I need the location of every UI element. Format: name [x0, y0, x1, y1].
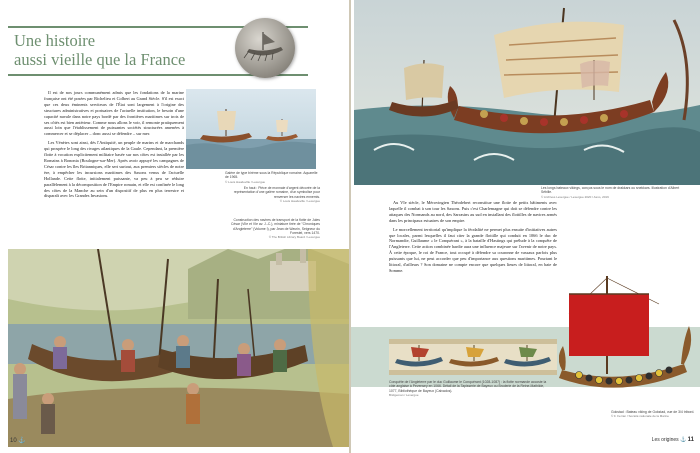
chapter-title-line-2: aussi vieille que la France [14, 50, 186, 69]
left-body-text [44, 90, 184, 202]
roman-coin-image [235, 18, 295, 78]
caption-drakkar-text: Gokstad : Bateau viking de Gokstad, vue de 3/4 tribord. [611, 410, 695, 414]
folio-section-title: Les origines [651, 437, 679, 443]
caption-drakkar [611, 410, 696, 419]
caption-port-text: Construction des navires de transport de la flotte de Jules César (VIIe et VIe av. J.-C.), miniature tirée de "Chroniques d'Angleterre" (Volume I), par Jean de Wavrin, Seigneur du Forestel, vers 1470. [231, 218, 320, 235]
caption-tapestry-text: Conquête de l'Angleterre par le duc Guillaume le Conquérant (1028-1087) : la flotte normande accoste la côte anglaise à Pevensey en 1066. Détail de la Tapisserie de Bayeux ou Broderie de la Reine-Mathilde, 1077, Bibliothèque de Bayeux (Calvados). [389, 380, 547, 393]
credit-coin: © Louis Haudeville / Lexergue [279, 198, 320, 203]
left-page-number-value: 10 [10, 438, 17, 444]
caption-longship [541, 186, 691, 199]
caption-galleys-text: Galère de type birème sous la République romaine. Aquarelle de 1965. [225, 171, 318, 180]
right-page-number: 11 [687, 437, 694, 443]
left-paragraph-2: Les Vénètes sont ainsi, dès l'Antiquité, un peuple de marins et de marchands qui prospère le long des rivages atlantiques de la Gaule. Cependant, la première flotte à vocation explicitement militaire basée sur nos côtes est installée par les Romains à Bononia (Boulogne-sur-Mer). Après avoir appuyé les campagnes de César contre les îles Britanniques, elle sert surtout, aux premiers siècles de notre ère, à empêcher les incursions maritimes des Saxons venus de l'actuelle Hollande. Cette flotte, initialement puissante, va peu à peu se réduire parallèlement à la décomposition de l'Empire romain, et elle est confinée le long des côtes de la Manche au sein d'un dispositif de plus en plus terrestre et disparaît avec les Grandes Invasions. [44, 140, 184, 199]
caption-longship-text: Les longs bateaux vikings, conçus sous le nom de drakkars ou snekkars. Illustration d'Albert Sébille. [541, 186, 680, 195]
left-paragraph-1: Il est de nos jours communément admis que les fondations de la marine française ont été posées par Richelieu et Colbert au Grand Siècle. S'il est exact que ces deux éminents serviteurs de l'État sont largement à l'origine des structures administratives et portuaires de l'actuelle institution, le besoin d'une capacité navale dans notre pays bordé par des frontières maritimes sur trois de ses côtés est bien antérieur. Comme nous allons le voir, il remonte pratiquement aussi loin que l'établissement de puissantes sociétés structurées amenées à commercer et se déplacer – donc aussi se défendre – sur mer. [44, 90, 184, 137]
credit-longship: © Archives Lexergue / Lexergue 2020 / Asno, 2019 [541, 194, 609, 199]
right-body-text [389, 200, 557, 277]
credit-tapestry: Bridgeman / Lexergue [389, 392, 419, 397]
shipbuilding-miniature-image [8, 249, 349, 447]
right-paragraph-2: Le morcellement territorial qu'implique la féodalité ne permet plus ensuite d'initiatives autres que locales, parmi lesquelles il faut citer la grande flottille qui conduit en 1066 le duc de Normandie, Guillaume « le Conquérant », à la bataille d'Hastings qui prélude à la conquête de l'Angleterre. Cette action combinée hardie aura une influence majeure sur l'avenir de notre pays. À cette époque, le roi de France, tout occupé à défendre sa couronne de vassaux parfois plus puissants que lui, ne peut accorder que peu d'importance aux questions maritimes. Pourtant le littoral, d'ailleurs ? Son domaine ne compte encore que quelques lieues de littoral, en baie de Somme. [389, 226, 557, 273]
roman-galleys-image [186, 89, 316, 169]
right-paragraph-1: Au VIe siècle, le Mérovingien Théodebert reconstitue une flotte de petits bâtiments avec laquelle il combat à son tour les Saxons. Puis c'est Charlemagne qui doit se défendre contre les attaques des Normands au nord, des Sarrasins au sud en installant des flottilles de navires armés dans les principaux estuaires de son empire. [389, 200, 557, 223]
chapter-title [14, 31, 234, 69]
caption-tapestry [389, 380, 549, 397]
caption-coin [225, 186, 320, 203]
left-page-number: 10 ⚓ [10, 438, 26, 444]
credit-galleys: © Louis Haudeville / Lexergue [225, 179, 266, 184]
credit-drakkar: © F. Ferran / Société nationale de la Marine [611, 414, 669, 419]
right-folio: Les origines ⚓ 11 [651, 437, 694, 443]
left-page [0, 0, 349, 453]
credit-port: © The British Library Board / Lexergue [268, 235, 320, 240]
caption-coin-text: En haut : Pièce de monnaie d'argent décorée de la représentation d'une galère romaine, d'un symbolise pour renverser les navires ennemis. [233, 186, 320, 199]
gokstad-drakkar-image [559, 274, 700, 414]
right-page [351, 0, 700, 453]
viking-longships-painting [354, 0, 700, 185]
bayeux-tapestry-image [389, 339, 557, 375]
caption-port [225, 218, 320, 239]
caption-galleys [225, 171, 320, 184]
chapter-title-line-1: Une histoire [14, 31, 96, 50]
